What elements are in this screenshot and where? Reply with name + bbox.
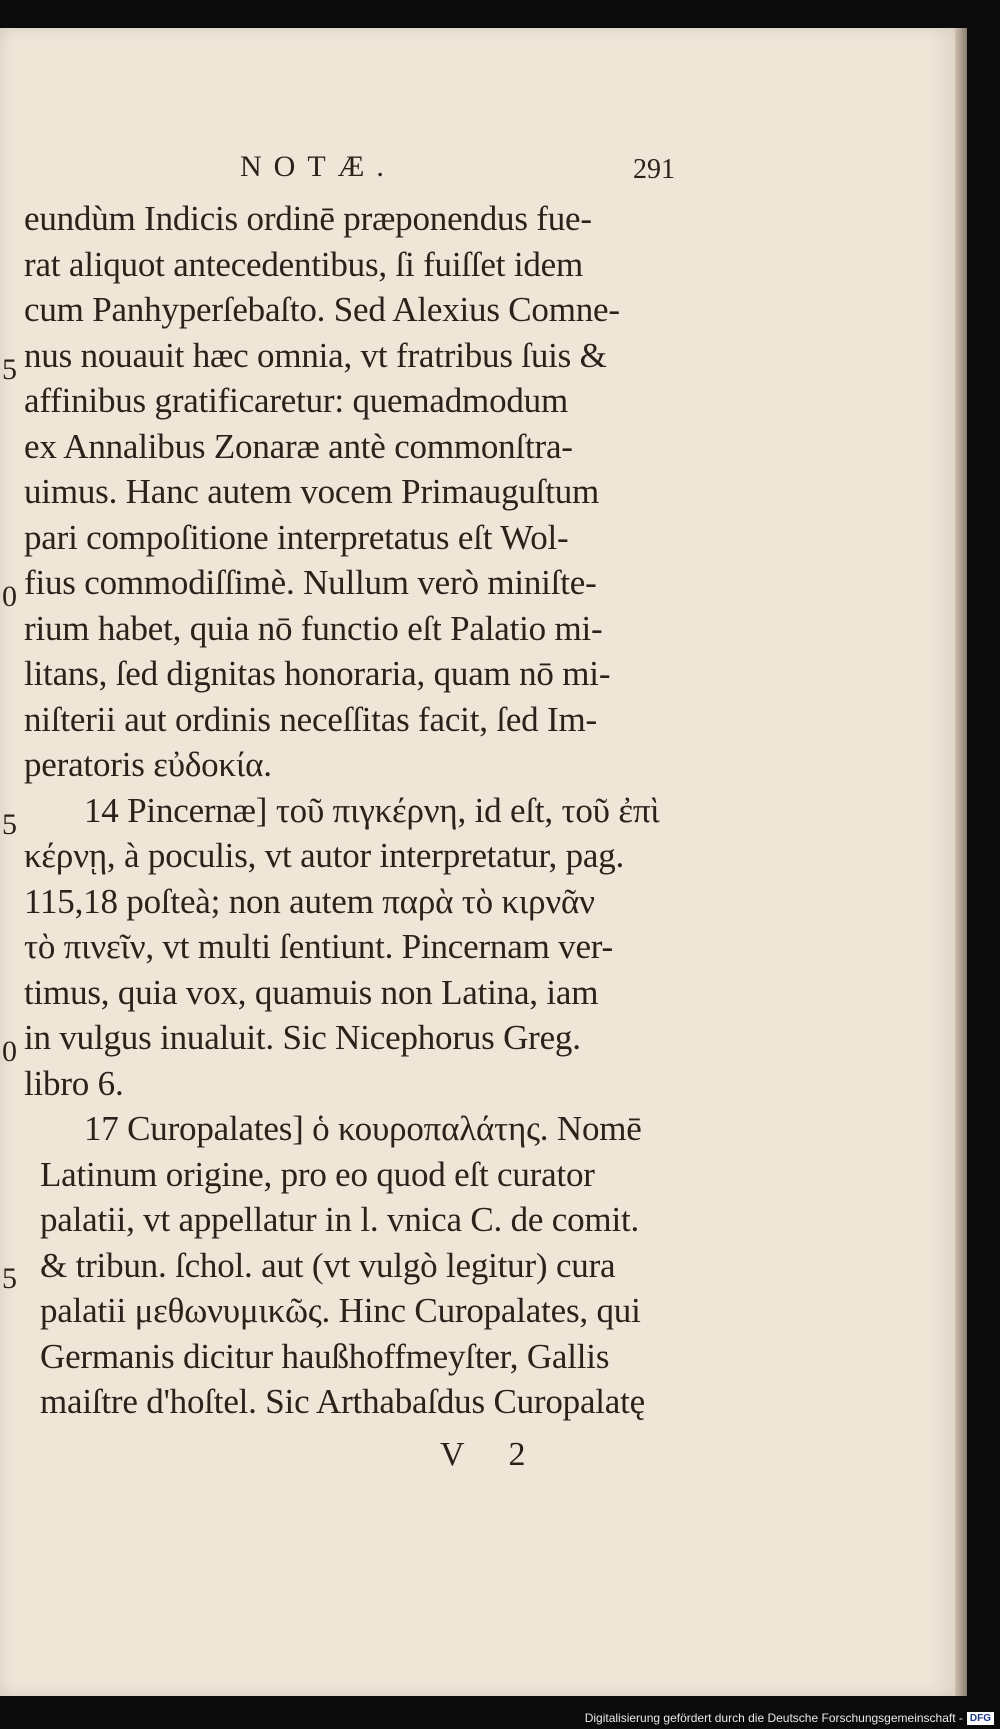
text-line: κέρνῃ, à poculis, vt autor interpretatur, pag. xyxy=(24,836,625,875)
text-line: rat aliquot antecedentibus, ſi fuiſſet idem xyxy=(24,244,584,284)
text-line: Latinum origine, pro eo quod eſt curator xyxy=(40,1154,595,1194)
text-line: pari compoſitione interpretatus eſt Wol- xyxy=(24,517,569,557)
text-line: timus, quia vox, quamuis non Latina, iam xyxy=(24,972,599,1012)
page-number: 291 xyxy=(633,154,675,185)
text-line: libro 6. xyxy=(24,1063,124,1103)
text-line: 17 Curopalates] ὁ κουροπαλάτης. Nomē xyxy=(84,1109,642,1148)
text-line: τὸ πινεῖν, vt multi ſentiunt. Pincernam ver- xyxy=(24,927,613,966)
text-line: 14 Pincernæ] τοῦ πιγκέρνη, id eſt, τοῦ ἐπὶ xyxy=(84,790,660,830)
page-edge xyxy=(955,28,967,1696)
text-line: affinibus gratificaretur: quemadmodum xyxy=(24,381,569,420)
text-line: peratoris εὐδοκία. xyxy=(24,745,272,784)
text-line: maiſtre d'hoſtel. Sic Arthabaſdus Curopalatę xyxy=(40,1382,645,1421)
margin-number: 0 xyxy=(2,1035,17,1068)
text-line: nus nouauit hæc omnia, vt fratribus ſuis & xyxy=(24,335,607,375)
text-line: niſterii aut ordinis neceſſitas facit, ſed Im- xyxy=(24,699,597,739)
margin-number: 0 xyxy=(2,580,17,613)
text-line: uimus. Hanc autem vocem Primauguſtum xyxy=(24,472,600,511)
margin-number: 5 xyxy=(2,808,17,841)
text-line: palatii, vt appellatur in l. vnica C. de comit. xyxy=(40,1200,640,1239)
text-line: fius commodiſſimè. Nullum verò miniſte- xyxy=(24,563,597,602)
dfg-logo: DFG xyxy=(967,1712,994,1725)
text-line: cum Panhyperſebaſto. Sed Alexius Comne- xyxy=(24,290,620,329)
margin-number: 5 xyxy=(2,353,17,386)
text-line: 115,18 poſteà; non autem παρὰ τὸ κιρνᾶν xyxy=(24,881,595,921)
text-line: palatii μεθωνυμικῶς. Hinc Curopalates, qui xyxy=(40,1291,641,1330)
footer-text: Digitalisierung gefördert durch die Deutsche Forschungsgemeinschaft - xyxy=(584,1711,963,1725)
signature-mark: V 2 xyxy=(440,1436,544,1473)
margin-number: 5 xyxy=(2,1262,17,1295)
book-page xyxy=(0,28,955,1696)
page-header xyxy=(0,120,955,185)
text-line: rium habet, quia nō functio eſt Palatio mi- xyxy=(24,608,603,648)
text-line: litans, ſed dignitas honoraria, quam nō mi- xyxy=(24,654,611,693)
text-line: in vulgus inualuit. Sic Nicephorus Greg. xyxy=(24,1018,581,1057)
text-line: Germanis dicitur haußhoffmeyſter, Gallis xyxy=(40,1336,610,1376)
text-line: & tribun. ſchol. aut (vt vulgò legitur) cura xyxy=(40,1245,616,1285)
text-line: ex Annalibus Zonaræ antè commonſtra- xyxy=(24,426,573,466)
body-text xyxy=(24,196,694,1425)
text-line: eundùm Indicis ordinē præponendus fue- xyxy=(24,199,592,238)
running-head: NOTÆ. xyxy=(240,150,396,183)
footer-credit xyxy=(585,1711,994,1725)
